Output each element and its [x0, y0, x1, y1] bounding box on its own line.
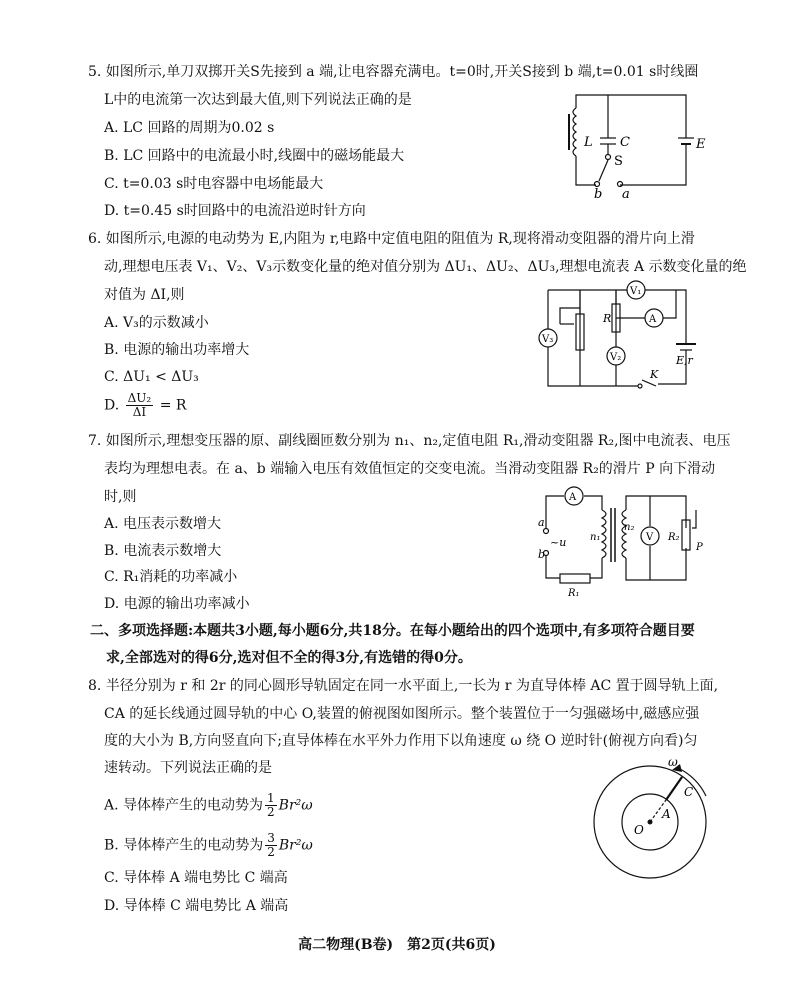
q7-option-d: D. 电源的输出功率减小: [104, 596, 250, 612]
q6-option-d-prefix: D.: [104, 397, 120, 414]
q8-stem-line2: CA 的延长线通过圆导轨的中心 O,装置的俯视图如图所示。整个装置位于一匀强磁场中,磁感应强: [104, 706, 700, 722]
q8-label-O: O: [634, 823, 644, 837]
q6-label-K: K: [650, 368, 659, 381]
q5-label-E: E: [696, 137, 706, 152]
q7-label-n2: n₂: [624, 522, 635, 533]
q6-label-Er: E,r: [676, 354, 693, 367]
q6-label-v2: V₂: [610, 352, 622, 363]
q8-stem-line4: 速转动。下列说法正确的是: [104, 760, 272, 776]
q8-label-A: A: [662, 807, 671, 821]
q7-stem-line3: 时,则: [104, 489, 137, 505]
q5-option-b: B. LC 回路中的电流最小时,线圈中的磁场能最大: [104, 148, 405, 164]
q8-option-a-numerator: 1: [267, 791, 275, 805]
section2-heading-line2: 求,全部选对的得6分,选对但不全的得3分,有选错的得0分。: [106, 650, 472, 666]
q7-label-n1: n₁: [590, 532, 601, 543]
q6-label-v3: V₃: [542, 334, 554, 345]
q8-option-b-suffix: Br²ω: [278, 837, 313, 854]
q6-option-d: [104, 392, 186, 419]
q6-option-c: C. ΔU₁ < ΔU₃: [104, 369, 199, 385]
q8-option-b-prefix: B. 导体棒产生的电动势为: [104, 837, 264, 854]
q5-label-L: L: [584, 135, 593, 150]
q8-option-a-denominator: 2: [267, 805, 275, 819]
q7-stem-line1: 7. 如图所示,理想变压器的原、副线圈匝数分别为 n₁、n₂,定值电阻 R₁,滑动变阻器 R₂,图中电流表、电压: [88, 433, 731, 449]
q7-label-ammeter: A: [569, 492, 577, 503]
q5-option-a: A. LC 回路的周期为0.02 s: [104, 120, 275, 136]
q6-stem-line2: 动,理想电压表 V₁、V₂、V₃示数变化量的绝对值分别为 ΔU₁、ΔU₂、ΔU₃,理想电流表 A 示数变化量的绝: [104, 259, 747, 275]
q8-option-a-suffix: Br²ω: [278, 797, 313, 814]
q6-option-d-numerator: ΔU₂: [127, 391, 152, 405]
q6-stem-line1: 6. 如图所示,电源的电动势为 E,内阻为 r,电路中定值电阻的阻值为 R,现将滑动变阻器的滑片向上滑: [88, 231, 695, 247]
q6-stem-line3: 对值为 ΔI,则: [104, 287, 185, 303]
q8-option-d: D. 导体棒 C 端电势比 A 端高: [104, 898, 289, 914]
q6-label-v1: V₁: [630, 286, 642, 297]
q8-option-b-numerator: 3: [267, 831, 275, 845]
q6-option-d-fraction: [126, 392, 154, 419]
q5-stem-line1: 5. 如图所示,单刀双掷开关S先接到 a 端,让电容器充满电。t=0时,开关S接到 b 端,t=0.01 s时线圈: [88, 64, 699, 80]
q5-label-a: a: [622, 187, 630, 202]
q6-label-R: R: [603, 312, 612, 325]
q8-option-a-prefix: A. 导体棒产生的电动势为: [104, 797, 264, 814]
q7-stem-line2: 表均为理想电表。在 a、b 端输入电压有效值恒定的交变电流。当滑动变阻器 R₂的滑片 P 向下滑动: [104, 461, 716, 477]
q5-lc-circuit-figure: [566, 92, 706, 202]
q8-option-a-fraction: [265, 792, 277, 819]
q8-option-b-fraction: [265, 832, 277, 859]
q5-option-c: C. t=0.03 s时电容器中电场能最大: [104, 176, 324, 192]
q5-label-C: C: [620, 135, 630, 150]
q8-label-C: C: [684, 785, 694, 799]
q7-label-u: ~u: [550, 536, 567, 549]
q5-option-d: D. t=0.45 s时回路中的电流沿逆时针方向: [104, 203, 366, 219]
q5-stem-line2: L中的电流第一次达到最大值,则下列说法正确的是: [104, 92, 412, 108]
q7-label-R2: R₂: [668, 532, 680, 543]
q8-stem-line3: 度的大小为 B,方向竖直向下;直导体棒在水平外力作用下以角速度 ω 绕 O 逆时针(俯视方向看)匀: [104, 733, 698, 749]
q7-label-a: a: [538, 516, 545, 529]
q6-option-a: A. V₃的示数减小: [104, 315, 209, 331]
q7-option-a: A. 电压表示数增大: [104, 516, 222, 532]
q5-label-S: S: [614, 154, 623, 169]
q7-label-voltmeter: V: [646, 532, 654, 543]
q8-option-b: [104, 832, 313, 859]
q8-label-omega: ω: [668, 755, 678, 769]
q8-option-a: [104, 792, 313, 819]
q6-label-ammeter: A: [649, 314, 657, 325]
section2-heading-line1: 二、多项选择题:本题共3小题,每小题6分,共18分。在每小题给出的四个选项中,有多项符合题目要: [90, 623, 695, 639]
q6-circuit-figure: [540, 284, 712, 388]
q6-option-d-denominator: ΔI: [132, 405, 147, 419]
q7-label-P: P: [696, 542, 703, 553]
q7-option-c: C. R₁消耗的功率减小: [104, 569, 238, 585]
q7-option-b: B. 电流表示数增大: [104, 543, 222, 559]
q8-option-c: C. 导体棒 A 端电势比 C 端高: [104, 870, 288, 886]
q6-option-b: B. 电源的输出功率增大: [104, 342, 250, 358]
q6-option-d-suffix: = R: [159, 397, 187, 414]
q8-stem-line1: 8. 半径分别为 r 和 2r 的同心圆形导轨固定在同一水平面上,一长为 r 为直导体棒 AC 置于圆导轨上面,: [88, 678, 719, 694]
q7-label-R1: R₁: [568, 588, 580, 599]
q7-transformer-figure: [538, 484, 718, 600]
q8-option-b-denominator: 2: [267, 845, 275, 859]
q7-label-b: b: [538, 548, 546, 561]
page-footer: 高二物理(B卷) 第2页(共6页): [298, 937, 496, 953]
q5-label-b: b: [594, 187, 603, 202]
q8-concentric-rails-figure: [592, 755, 722, 886]
